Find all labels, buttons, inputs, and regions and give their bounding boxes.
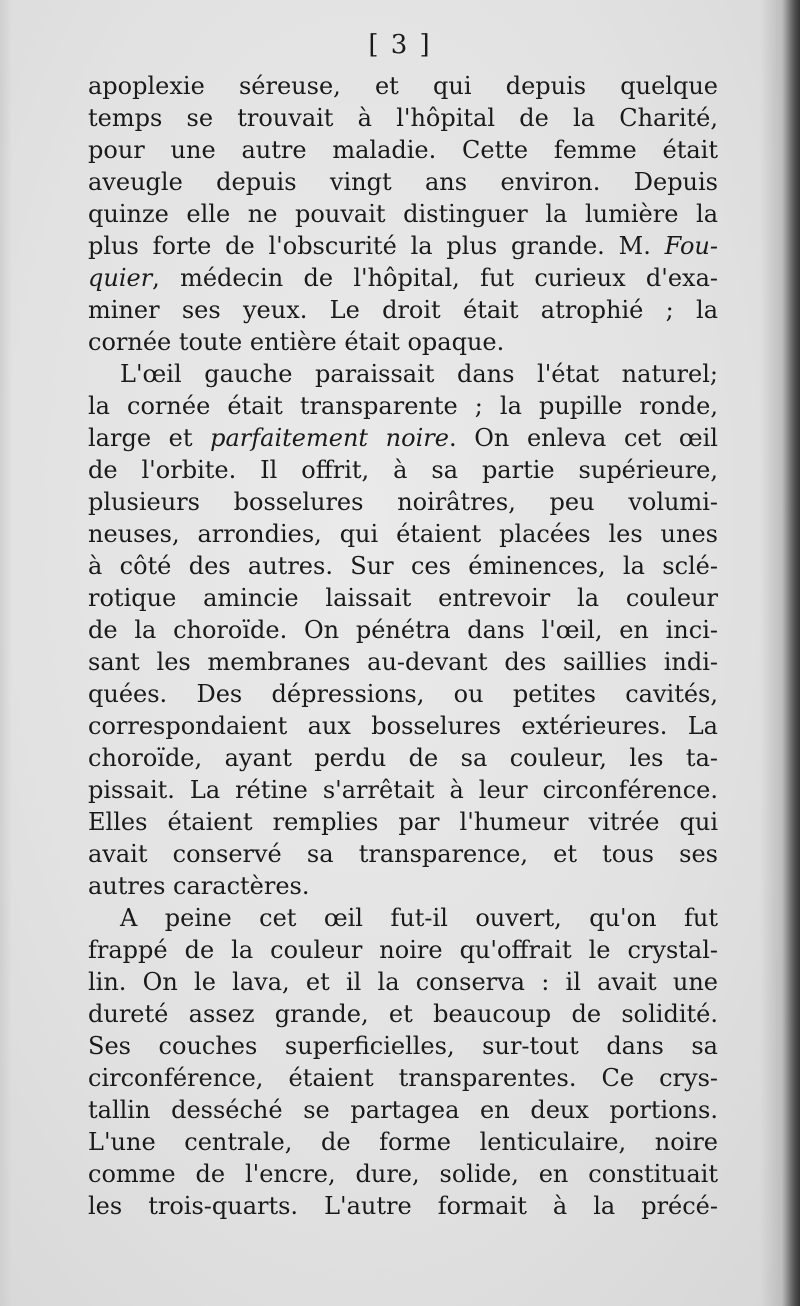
text-line: quinze elle ne pouvait distinguer la lumière la: [88, 200, 718, 228]
text-segment: , médecin de l'hôpital, fut curieux d'exa-: [152, 264, 718, 292]
text-line: de l'orbite. Il offrit, à sa partie supérieure,: [88, 456, 718, 484]
text-line: à côté des autres. Sur ces éminences, la sclé-: [88, 552, 718, 580]
text-line: A peine cet œil fut-il ouvert, qu'on fut: [120, 904, 718, 932]
text-line: temps se trouvait à l'hôpital de la Charité,: [88, 104, 718, 132]
text-line: neuses, arrondies, qui étaient placées les unes: [88, 520, 718, 548]
text-line: avait conservé sa transparence, et tous ses: [88, 840, 718, 868]
text-line: circonférence, étaient transparentes. Ce crys-: [88, 1064, 718, 1092]
text-line: tallin desséché se partagea en deux portions.: [88, 1096, 718, 1124]
text-line: Ses couches superficielles, sur-tout dans sa: [88, 1032, 718, 1060]
text-line: pissait. La rétine s'arrêtait à leur circonférence.: [88, 776, 718, 804]
text-line: lin. On le lava, et il la conserva : il avait une: [88, 968, 718, 996]
text-line: autres caractères.: [88, 872, 310, 900]
page-left-edge: [0, 0, 12, 1306]
text-line: [88, 262, 718, 294]
text-line: de la choroïde. On pénétra dans l'œil, en inci-: [88, 616, 718, 644]
text-segment: plus forte de l'obscurité la plus grande. M.: [88, 232, 665, 260]
text-line: les trois-quarts. L'autre formait à la précé-: [88, 1192, 718, 1220]
text-line: L'œil gauche paraissait dans l'état naturel;: [120, 360, 718, 388]
text-line: cornée toute entière était opaque.: [88, 328, 505, 356]
text-line: Elles étaient remplies par l'humeur vitrée qui: [88, 808, 718, 836]
body-text: [88, 70, 718, 1222]
text-line: rotique amincie laissait entrevoir la couleur: [88, 584, 718, 612]
text-line: [88, 422, 718, 454]
text-line: comme de l'encre, dure, solide, en constituait: [88, 1160, 718, 1188]
text-line: dureté assez grande, et beaucoup de solidité.: [88, 1000, 718, 1028]
italic-segment: quier: [88, 264, 153, 292]
text-line: correspondaient aux bosselures extérieures. La: [88, 712, 718, 740]
text-line: plusieurs bosselures noirâtres, peu volumi-: [88, 488, 718, 516]
text-line: miner ses yeux. Le droit était atrophié ; la: [88, 296, 718, 324]
text-line: L'une centrale, de forme lenticulaire, noire: [88, 1128, 718, 1156]
text-segment: . On enleva cet œil: [448, 424, 718, 452]
italic-segment: Fou-: [664, 232, 718, 260]
text-line: aveugle depuis vingt ans environ. Depuis: [88, 168, 718, 196]
text-line: sant les membranes au-devant des saillies indi-: [88, 648, 718, 676]
text-line: quées. Des dépressions, ou petites cavités,: [88, 680, 718, 708]
text-line: [88, 230, 718, 262]
italic-segment: parfaitement noire: [210, 424, 449, 452]
text-line: frappé de la couleur noire qu'offrait le crystal-: [88, 936, 718, 964]
page-number: [ 3 ]: [368, 30, 432, 60]
page-right-edge-shadow: [760, 0, 800, 1306]
text-line: pour une autre maladie. Cette femme était: [88, 136, 718, 164]
text-segment: large et: [88, 424, 211, 452]
text-line: choroïde, ayant perdu de sa couleur, les ta-: [88, 744, 718, 772]
text-line: apoplexie séreuse, et qui depuis quelque: [88, 72, 718, 100]
text-line: la cornée était transparente ; la pupille ronde,: [88, 392, 718, 420]
